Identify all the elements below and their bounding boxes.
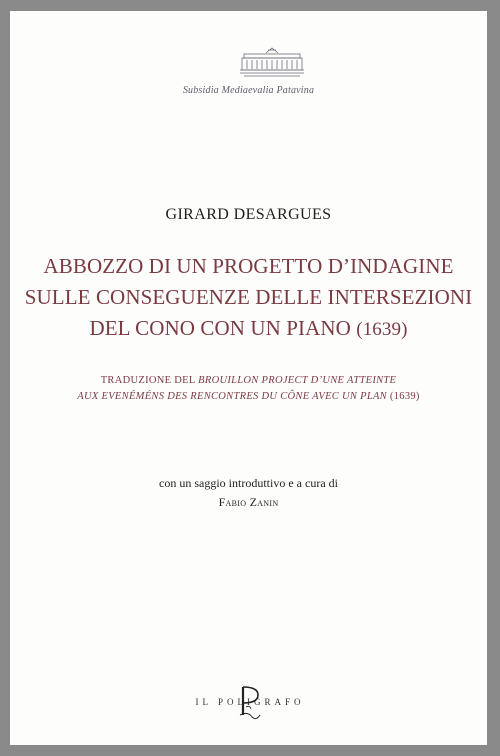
title-line-1: ABBOZZO DI UN PROGETTO D’INDAGINE (43, 254, 454, 278)
translation-line-1 (10, 373, 487, 389)
author-name: GIRARD DESARGUES (165, 206, 332, 223)
university-building-icon (238, 46, 306, 82)
series-name: Subsidia Mediaevalia Patavina (182, 85, 315, 96)
title-line-3 (10, 313, 487, 345)
book-cover (10, 11, 487, 745)
translation-note (10, 373, 487, 405)
book-title (10, 251, 487, 345)
translation-original-title-2: AUX EVENÉMÉNS DES RENCONTRES DU CÔNE AVEC UN PLAN (77, 391, 387, 402)
poligrafo-emblem-icon (238, 681, 262, 721)
title-line-3-text: DEL CONO CON UN PIANO (89, 316, 351, 340)
translation-prefix: TRADUZIONE DEL (100, 375, 199, 386)
title-line-2: SULLE CONSEGUENZE DELLE INTERSEZIONI (24, 285, 473, 309)
translation-original-title-1: BROUILLON PROJECT D’UNE ATTEINTE (198, 375, 397, 386)
title-year: (1639) (356, 319, 408, 340)
publisher-name: IL POLIGRAFO (195, 697, 305, 707)
translation-year: (1639) (387, 391, 420, 402)
editor-name: Fabio Zanin (218, 495, 279, 509)
translation-line-2 (10, 389, 487, 405)
intro-text: con un saggio introduttivo e a cura di (159, 476, 338, 490)
publisher-imprint (170, 681, 330, 721)
